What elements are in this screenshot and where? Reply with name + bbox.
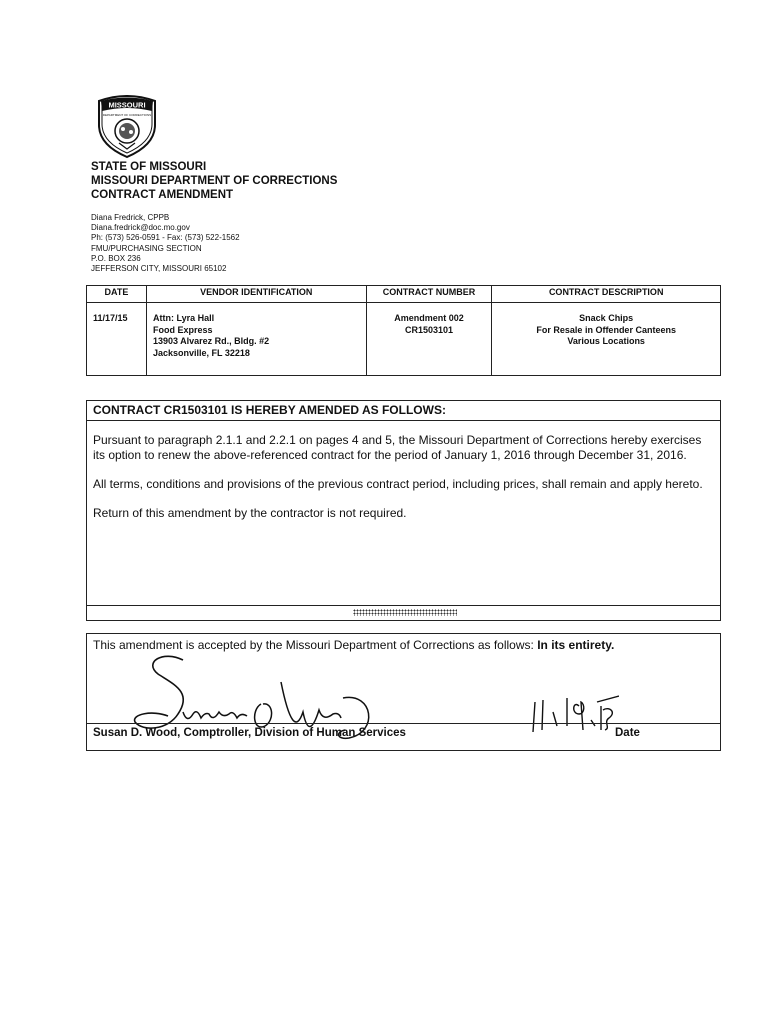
header-date: DATE (87, 286, 147, 303)
contract-number-line: CR1503101 (404, 324, 453, 335)
document-header (91, 160, 337, 202)
vendor-line: Jacksonville, FL 32218 (152, 347, 250, 358)
header-description: CONTRACT DESCRIPTION (492, 286, 721, 303)
acceptance-box (86, 633, 721, 751)
vendor-line: Attn: Lyra Hall (152, 313, 215, 323)
state-line: STATE OF MISSOURI (91, 161, 207, 173)
handwritten-date (527, 666, 619, 736)
svg-text:DEPARTMENT OF CORRECTIONS: DEPARTMENT OF CORRECTIONS (102, 113, 152, 117)
amendment-paragraph: All terms, conditions and provisions of the previous contract period, including prices, shall remain and apply hereto. (93, 477, 703, 491)
cell-vendor (146, 303, 366, 376)
contact-block (91, 213, 240, 274)
contact-name: Diana Fredrick, CPPB (91, 213, 170, 222)
amendment-box (86, 400, 721, 621)
contract-info-table (86, 285, 721, 376)
divider (87, 420, 720, 421)
cell-contract-number (366, 303, 492, 376)
amendment-paragraph: Pursuant to paragraph 2.1.1 and 2.2.1 on pages 4 and 5, the Missouri Department of Corrections hereby exercises its option to renew the above-referenced contract for the period of January 1, 2016 through December 31, 2016. (93, 433, 702, 462)
svg-text:MISSOURI: MISSOURI (108, 100, 146, 110)
vendor-line: 13903 Alvarez Rd., Bldg. #2 (152, 336, 270, 346)
signature-line (87, 723, 720, 724)
description-line: Snack Chips (579, 313, 634, 323)
dotted-pattern (353, 609, 457, 616)
contact-email: Diana.fredrick@doc.mo.gov (91, 223, 190, 233)
header-vendor: VENDOR IDENTIFICATION (146, 286, 366, 303)
contact-box: P.O. BOX 236 (91, 253, 141, 263)
acceptance-scope: In its entirety. (537, 638, 615, 652)
divider (87, 605, 720, 606)
amendment-title: CONTRACT CR1503101 IS HEREBY AMENDED AS FOLLOWS: (93, 403, 446, 417)
signer-name: Susan D. Wood, Comptroller, Division of Human Services (93, 727, 406, 739)
contact-phone: Ph: (573) 526-0591 - Fax: (573) 522-1562 (91, 233, 240, 243)
amendment-paragraph: Return of this amendment by the contractor is not required. (93, 506, 407, 520)
description-line: Various Locations (567, 336, 645, 346)
vendor-line: Food Express (152, 324, 213, 335)
contact-city: JEFFERSON CITY, MISSOURI 65102 (91, 264, 227, 274)
acceptance-statement: This amendment is accepted by the Missouri Department of Corrections as follows: In its entirety. (93, 638, 615, 652)
date-label: Date (615, 727, 640, 739)
missouri-doc-seal (89, 95, 165, 159)
description-line: For Resale in Offender Canteens (536, 324, 676, 335)
amendment-body (93, 433, 712, 535)
cell-description (492, 303, 721, 376)
header-contract-number: CONTRACT NUMBER (366, 286, 492, 303)
doc-type-line: CONTRACT AMENDMENT (91, 189, 234, 201)
contract-number-line: Amendment 002 (394, 313, 464, 323)
cell-date: 11/17/15 (87, 303, 147, 376)
contact-section: FMU/PURCHASING SECTION (91, 243, 202, 253)
department-line: MISSOURI DEPARTMENT OF CORRECTIONS (91, 175, 338, 187)
